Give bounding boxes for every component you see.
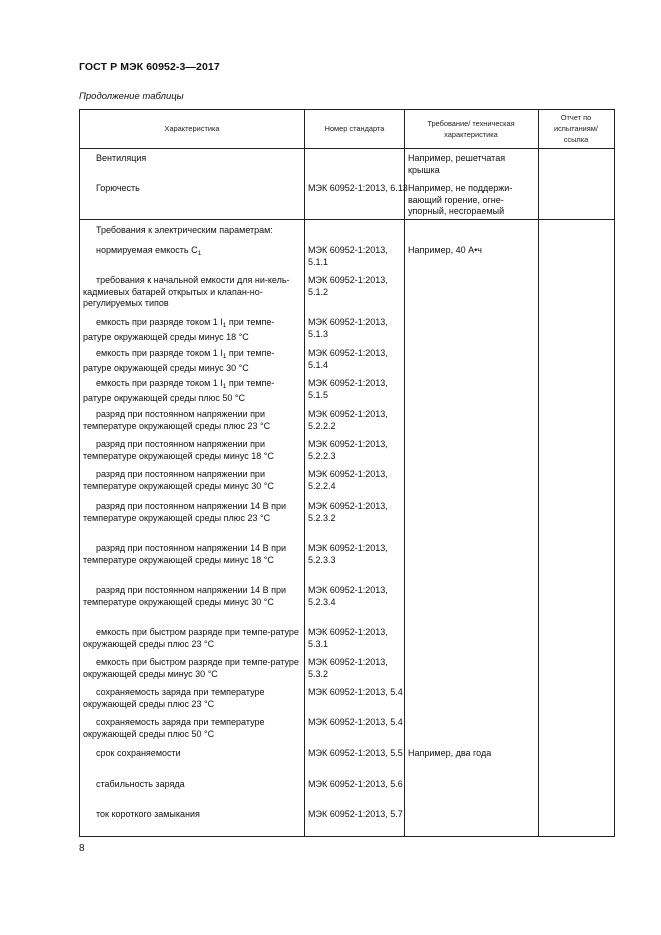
row-characteristic: емкость при разряде током 1 $I_1$ при темпе-ратуре окружающей среды плюс 50 °С: [83, 378, 275, 403]
table-bottom-border: [79, 836, 615, 837]
requirements-table: [79, 109, 615, 837]
row-standard: МЭК 60952-1:2013, 5.3.2: [308, 657, 388, 679]
row-characteristic: ток короткого замыкания: [96, 809, 200, 819]
row-characteristic: емкость при быстром разряде при темпе-ратуре окружающей среды плюс 23 °С: [83, 627, 299, 649]
header-report: Отчет по испытаниям/ ссылка: [554, 113, 598, 144]
row-characteristic: стабильность заряда: [96, 779, 185, 789]
row-characteristic: срок сохраняемости: [96, 748, 181, 758]
row-characteristic: Требования к электрическим параметрам:: [96, 225, 273, 235]
row-standard: МЭК 60952-1:2013, 5.4: [308, 687, 403, 697]
row-standard: МЭК 60952-1:2013, 5.1.5: [308, 378, 388, 400]
row-requirement: Например, решетчатая крышка: [408, 153, 506, 175]
table-continuation-label: Продолжение таблицы: [79, 91, 184, 102]
row-requirement: Например, 40 А•ч: [408, 245, 482, 255]
row-characteristic: разряд при постоянном напряжении 14 В при температуре окружающей среды плюс 23 °С: [83, 501, 286, 523]
row-characteristic: требования к начальной емкости для ни-кель-кадмиевых батарей открытых и клапан-но-регулируемых типов: [83, 275, 290, 309]
row-standard: МЭК 60952-1:2013, 5.2.3.3: [308, 543, 388, 565]
row-standard: МЭК 60952-1:2013, 5.1.2: [308, 275, 388, 297]
row-characteristic: сохраняемость заряда при температуре окружающей среды плюс 23 °С: [83, 687, 265, 709]
row-standard: МЭК 60952-1:2013, 5.4: [308, 717, 403, 727]
row-characteristic: Вентиляция: [96, 153, 147, 163]
row-standard: МЭК 60952-1:2013, 5.1.1: [308, 245, 388, 267]
row-standard: МЭК 60952-1:2013, 5.7: [308, 809, 403, 819]
header-requirement: Требование/ техническая характеристика: [427, 118, 515, 139]
row-standard: МЭК 60952-1:2013, 5.3.1: [308, 627, 388, 649]
row-characteristic: емкость при быстром разряде при темпе-ратуре окружающей среды минус 30 °С: [83, 657, 299, 679]
header-characteristic: Характеристика: [164, 124, 220, 133]
column-border: [79, 109, 80, 837]
row-characteristic: разряд при постоянном напряжении при температуре окружающей среды минус 18 °С: [83, 439, 274, 461]
document-title: ГОСТ Р МЭК 60952-3—2017: [79, 61, 220, 73]
page-number: 8: [79, 843, 85, 854]
row-characteristic: емкость при разряде током 1 $I_1$ при темпе-ратуре окружающей среды минус 18 °С: [83, 317, 275, 342]
row-divider: [79, 219, 615, 220]
row-standard: МЭК 60952-1:2013, 6.13: [308, 183, 408, 193]
row-standard: МЭК 60952-1:2013, 5.1.4: [308, 348, 388, 370]
row-standard: МЭК 60952-1:2013, 5.2.3.2: [308, 501, 388, 523]
row-standard: МЭК 60952-1:2013, 5.2.2.3: [308, 439, 388, 461]
row-characteristic: Горючесть: [96, 183, 140, 193]
column-border: [538, 109, 539, 837]
row-characteristic: разряд при постоянном напряжении 14 В при температуре окружающей среды минус 18 °С: [83, 543, 286, 565]
column-border: [304, 109, 305, 837]
row-standard: МЭК 60952-1:2013, 5.1.3: [308, 317, 388, 339]
row-requirement: Например, не поддержи-вающий горение, огне-упорный, несгораемый: [408, 183, 513, 217]
row-characteristic: емкость при разряде током 1 $I_1$ при темпе-ратуре окружающей среды минус 30 °С: [83, 348, 275, 373]
row-characteristic: разряд при постоянном напряжении при температуре окружающей среды плюс 23 °С: [83, 409, 271, 431]
row-characteristic: нормируемая емкость $C_1$: [96, 245, 202, 257]
header-bottom-border: [79, 148, 615, 149]
row-standard: МЭК 60952-1:2013, 5.6: [308, 779, 403, 789]
column-border: [614, 109, 615, 837]
header-standard-number: Номер стандарта: [324, 124, 385, 133]
row-characteristic: разряд при постоянном напряжении 14 В при температуре окружающей среды минус 30 °С: [83, 585, 286, 607]
row-characteristic: разряд при постоянном напряжении при температуре окружающей среды минус 30 °С: [83, 469, 274, 491]
row-standard: МЭК 60952-1:2013, 5.2.3.4: [308, 585, 388, 607]
row-requirement: Например, два года: [408, 748, 492, 758]
row-standard: МЭК 60952-1:2013, 5.2.2.2: [308, 409, 388, 431]
row-characteristic: сохраняемость заряда при температуре окружающей среды плюс 50 °С: [83, 717, 265, 739]
row-standard: МЭК 60952-1:2013, 5.2.2.4: [308, 469, 388, 491]
row-standard: МЭК 60952-1:2013, 5.5: [308, 748, 403, 758]
